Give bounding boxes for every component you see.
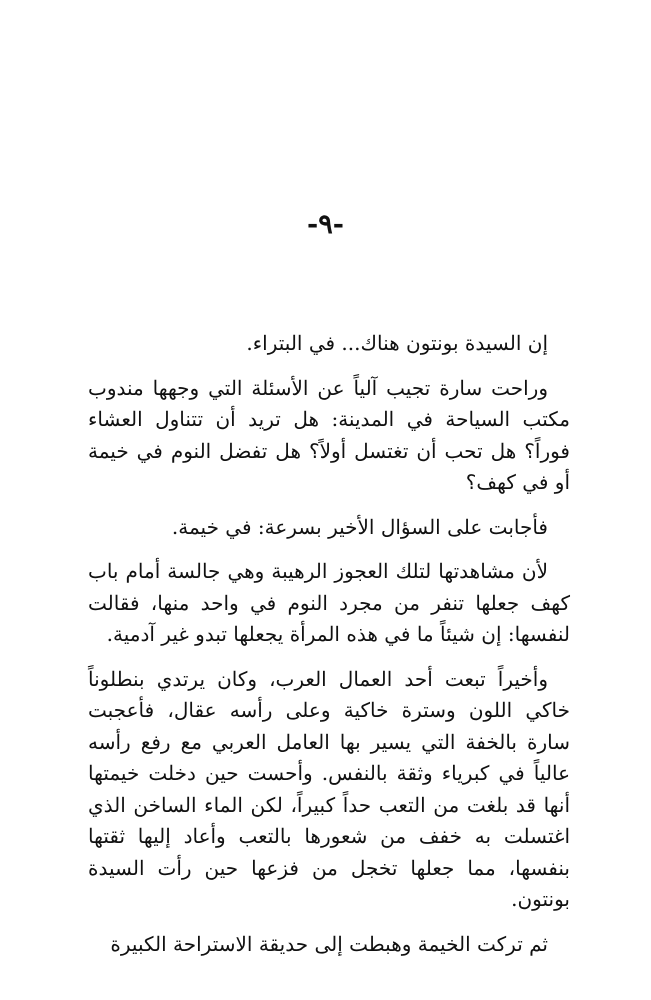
chapter-number: -٩- [307,209,344,240]
paragraph: إن السيدة بونتون هناك... في البتراء. [246,331,548,355]
paragraph: فأجابت على السؤال الأخير بسرعة: في خيمة. [171,514,548,539]
paragraph: وأخيراً تبعت أحد العمال العرب، وكان يرتدي بنطلوناً خاكي اللون وسترة خاكية وعلى رأسه عقال، فأعجبت سارة بالخفة التي يسير بها العامل العربي مع رفع رأسه عالياً في كبرياء وثقة بالنفس. وأحست حين دخلت خيمتها أنها قد بلغت من التعب حداً كبيراً، لكن الماء الساخن الذي اغتسلت به خفف من شعورها بالتعب وأعاد إليها ثقتها بنفسها، مما جعلها تخجل من فزعها حين رأت السيدة بونتون. [88,666,570,911]
paragraph: ثم تركت الخيمة وهبطت إلى حديقة الاستراحة الكبيرة [110,931,548,956]
chapter-body [88,328,570,960]
paragraph: لأن مشاهدتها لتلك العجوز الرهيبة وهي جالسة أمام باب كهف جعلها تنفر من مجرد النوم في واحد منها، فقالت لنفسها: إن شيئاً ما في هذه المرأة يجعلها تبدو غير آدمية. [88,559,570,646]
paragraph: وراحت سارة تجيب آلياً عن الأسئلة التي وجهها مندوب مكتب السياحة في المدينة: هل تريد أن تتناول العشاء فوراً؟ هل تحب أن تغتسل أولاً؟ هل تفضل النوم في خيمة أو في كهف؟ [88,375,570,494]
